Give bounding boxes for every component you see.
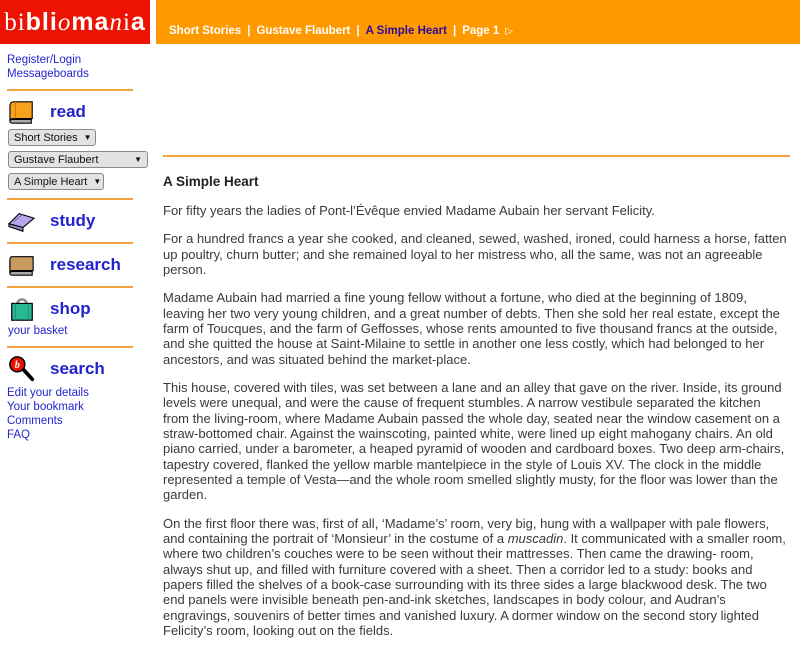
- page-body: [0, 44, 800, 651]
- faq-link[interactable]: FAQ: [7, 429, 31, 441]
- comments-link[interactable]: Comments: [7, 415, 63, 427]
- next-page-icon[interactable]: ▷: [505, 25, 513, 37]
- breadcrumb-separator: |: [247, 25, 251, 37]
- story-paragraph: Madame Aubain had married a fine young fellow without a fortune, who died at the beginning of 1809, leaving her two very young children, and a great number of debts. Then she sold her real estate, except the farm of Toucques, and the farm of Geffosses, whose rents amounted to five thousand francs at the outside, and she quitted the house at Saint-Milaine to settle in another one less costly, which had belonged to her ancestors, and was situated behind the market-place.: [163, 290, 780, 367]
- shopping-bag-icon: [7, 296, 37, 322]
- svg-text:b: b: [14, 360, 20, 372]
- logo-seg: ma: [71, 7, 110, 36]
- breadcrumb-separator: |: [356, 25, 360, 37]
- logo-seg: n: [109, 8, 123, 36]
- edit-your-details-link[interactable]: Edit your details: [7, 387, 89, 399]
- breadcrumb-item-a-simple-heart[interactable]: A Simple Heart: [365, 25, 447, 37]
- story-paragraph-italic-word: muscadin: [507, 530, 564, 546]
- header: [0, 0, 800, 44]
- logo-seg: o: [57, 8, 72, 36]
- magnifier-icon: [7, 356, 37, 382]
- title-dropdown-value: A Simple Heart: [14, 175, 88, 188]
- sidebar-divider: [7, 242, 133, 244]
- read-label: read: [50, 102, 86, 121]
- sidebar-divider: [7, 346, 133, 348]
- story-paragraph-segment: On the first floor there was, first of all, ‘Madame’s’ room, very big, hung with a wallpaper with pale flowers, and containing the portrait of ‘Monsieur’ in the costume of a: [163, 515, 770, 546]
- story-paragraph: This house, covered with tiles, was set between a lane and an alley that gave on the river. Inside, its ground levels were unequal, and were the cause of frequent stumbles. A narrow vestibule separated the kitchen from the living-room, where Madame Aubain passed the whole day, seated near the window casement on a straw-bottomed chair. Against the wainscoting, painted white, were lined up eight mahogany chairs. An old piano carried, under a barometer, a heaped pyramid of wooden and cardboard boxes. Two deep arm-chairs, tapestry covered, flanked the yellow marble mantelpiece in the style of Louis XV. The clock in the middle represented a temple of Vesta—and the whole room smelled slightly musty, for the floor was lower than the garden.: [163, 379, 785, 503]
- main-content: [163, 44, 800, 651]
- chevron-down-icon: ▼: [83, 133, 92, 142]
- sidebar-divider: [7, 89, 133, 91]
- story-paragraph: For a hundred francs a year she cooked, and cleaned, sewed, washed, ironed, could harness a horse, fatten up poultry, churn butter; and she remained loyal to her mistress who, all the same, was not an agreeable person.: [163, 231, 787, 277]
- breadcrumb-item-page-1[interactable]: Page 1: [462, 25, 500, 37]
- sidebar-bottom-links: [7, 386, 163, 442]
- chevron-down-icon: ▼: [93, 177, 102, 186]
- orange-book-icon: [7, 99, 37, 125]
- story-text: [163, 174, 790, 638]
- sidebar-item-study[interactable]: [7, 208, 163, 234]
- sidebar-item-shop[interactable]: [7, 296, 163, 322]
- genre-dropdown[interactable]: [8, 129, 96, 146]
- story-paragraph: For fifty years the ladies of Pont-l’Évêque envied Madame Aubain her servant Felicity.: [163, 203, 655, 218]
- sidebar-item-search[interactable]: [7, 356, 163, 382]
- logo-seg: i: [122, 8, 131, 36]
- logo-wordmark: [4, 8, 146, 37]
- story-paragraph-segment: . It communicated with a smaller room, where two children’s couches were to be seen without their mattresses. Then came the drawing- room, always shut up, and filled with furniture covered with a sheet. Then a corridor led to a study: books and papers filled the shelves of a book-case surrounding with its three sides a large blackwood desk. The two end panels were invisible beneath pen-and-ink sketches, landscapes in body colour, and Audran’s engravings, souvenirs of better times and vanished luxury. A dormer window on the second story lighted Felicity’s room, looking out on the fields.: [163, 530, 786, 638]
- breadcrumb-item-gustave-flaubert[interactable]: Gustave Flaubert: [256, 25, 351, 37]
- register-login-link[interactable]: Register/Login: [7, 54, 82, 66]
- brown-book-icon: [7, 252, 37, 278]
- title-dropdown[interactable]: [8, 173, 104, 190]
- logo-seg: bli: [25, 7, 58, 36]
- genre-dropdown-value: Short Stories: [14, 131, 78, 144]
- author-dropdown-value: Gustave Flaubert: [14, 153, 99, 166]
- messageboards-link[interactable]: Messageboards: [7, 68, 89, 80]
- bibliomania-logo[interactable]: [0, 0, 150, 44]
- story-paragraph: [163, 516, 790, 639]
- logo-seg: a: [130, 7, 146, 36]
- sidebar-item-research[interactable]: [7, 252, 163, 278]
- breadcrumb-item-short-stories[interactable]: Short Stories: [169, 25, 242, 37]
- your-bookmark-link[interactable]: Your bookmark: [7, 401, 84, 413]
- story-title: A Simple Heart: [163, 174, 259, 189]
- study-label: study: [50, 211, 96, 230]
- logo-seg: bi: [4, 8, 26, 36]
- content-divider: [163, 155, 790, 157]
- breadcrumb-bar: [156, 0, 800, 44]
- sidebar-divider: [7, 198, 133, 200]
- search-label: search: [50, 359, 105, 378]
- shop-label: shop: [50, 299, 91, 318]
- sidebar-divider: [7, 286, 133, 288]
- breadcrumb: [169, 25, 513, 37]
- study-notes-icon: [7, 208, 37, 234]
- research-label: research: [50, 255, 121, 274]
- sidebar: [0, 44, 163, 651]
- chevron-down-icon: ▼: [134, 155, 142, 164]
- breadcrumb-separator: |: [453, 25, 457, 37]
- your-basket-link[interactable]: your basket: [8, 325, 68, 337]
- author-dropdown[interactable]: [8, 151, 148, 168]
- sidebar-item-read[interactable]: [7, 99, 163, 125]
